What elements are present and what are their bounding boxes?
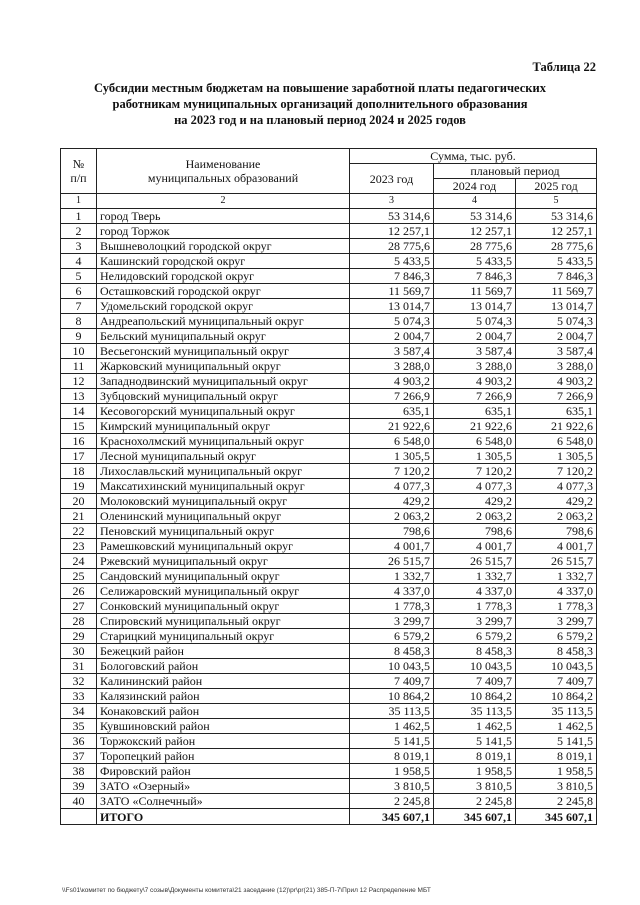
table-row	[61, 599, 597, 614]
amount-2025: 53 314,6	[516, 209, 597, 224]
table-row	[61, 284, 597, 299]
amount-2025: 3 299,7	[516, 614, 597, 629]
table-row	[61, 449, 597, 464]
amount-2024: 635,1	[434, 404, 516, 419]
amount-2025: 6 548,0	[516, 434, 597, 449]
amount-2023: 3 587,4	[350, 344, 434, 359]
amount-2024: 5 141,5	[434, 734, 516, 749]
table-row	[61, 554, 597, 569]
amount-2024: 3 288,0	[434, 359, 516, 374]
row-number: 23	[61, 539, 97, 554]
municipality-name: Андреапольский муниципальный округ	[97, 314, 350, 329]
municipality-name: Кимрский муниципальный округ	[97, 419, 350, 434]
amount-2025: 5 074,3	[516, 314, 597, 329]
amount-2023: 12 257,1	[350, 224, 434, 239]
row-number: 18	[61, 464, 97, 479]
amount-2025: 3 810,5	[516, 779, 597, 794]
row-number: 37	[61, 749, 97, 764]
amount-2023: 21 922,6	[350, 419, 434, 434]
amount-2025: 1 958,5	[516, 764, 597, 779]
municipality-name: Кесовогорский муниципальный округ	[97, 404, 350, 419]
amount-2025: 2 004,7	[516, 329, 597, 344]
row-number: 21	[61, 509, 97, 524]
amount-2024: 6 548,0	[434, 434, 516, 449]
municipality-name: Фировский район	[97, 764, 350, 779]
row-number: 34	[61, 704, 97, 719]
row-number: 33	[61, 689, 97, 704]
table-row	[61, 779, 597, 794]
municipality-name: Молоковский муниципальный округ	[97, 494, 350, 509]
table-row	[61, 734, 597, 749]
municipality-name: Бологовский район	[97, 659, 350, 674]
table-row	[61, 479, 597, 494]
amount-2024: 35 113,5	[434, 704, 516, 719]
row-number: 24	[61, 554, 97, 569]
table-row	[61, 419, 597, 434]
amount-2023: 4 903,2	[350, 374, 434, 389]
amount-2024: 2 245,8	[434, 794, 516, 809]
header-year-2023: 2023 год	[350, 164, 434, 194]
table-row	[61, 239, 597, 254]
amount-2023: 429,2	[350, 494, 434, 509]
table-row	[61, 494, 597, 509]
amount-2023: 1 778,3	[350, 599, 434, 614]
municipality-name: Конаковский район	[97, 704, 350, 719]
amount-2024: 3 810,5	[434, 779, 516, 794]
subsidies-table	[60, 148, 597, 825]
amount-2024: 26 515,7	[434, 554, 516, 569]
row-number: 2	[61, 224, 97, 239]
row-number: 11	[61, 359, 97, 374]
amount-2024: 8 458,3	[434, 644, 516, 659]
table-row	[61, 389, 597, 404]
amount-2023: 7 266,9	[350, 389, 434, 404]
amount-2025: 4 077,3	[516, 479, 597, 494]
municipality-name: Удомельский городской округ	[97, 299, 350, 314]
municipality-name: Калининский район	[97, 674, 350, 689]
table-row	[61, 299, 597, 314]
municipality-name: Лихославльский муниципальный округ	[97, 464, 350, 479]
amount-2023: 3 299,7	[350, 614, 434, 629]
amount-2023: 3 288,0	[350, 359, 434, 374]
column-number-label: 5	[516, 194, 597, 209]
amount-2023: 1 305,5	[350, 449, 434, 464]
amount-2024: 7 846,3	[434, 269, 516, 284]
amount-2023: 53 314,6	[350, 209, 434, 224]
table-row	[61, 209, 597, 224]
municipality-name: Весьегонский муниципальный округ	[97, 344, 350, 359]
amount-2025: 8 458,3	[516, 644, 597, 659]
amount-2025: 8 019,1	[516, 749, 597, 764]
amount-2025: 21 922,6	[516, 419, 597, 434]
amount-2024: 10 043,5	[434, 659, 516, 674]
table-row	[61, 674, 597, 689]
row-number: 36	[61, 734, 97, 749]
amount-2023: 28 775,6	[350, 239, 434, 254]
column-number-label: 1	[61, 194, 97, 209]
amount-2024: 3 299,7	[434, 614, 516, 629]
table-row	[61, 614, 597, 629]
amount-2023: 635,1	[350, 404, 434, 419]
amount-2025: 798,6	[516, 524, 597, 539]
municipality-name: Ржевский муниципальный округ	[97, 554, 350, 569]
amount-2024: 429,2	[434, 494, 516, 509]
municipality-name: Селижаровский муниципальный округ	[97, 584, 350, 599]
row-number: 30	[61, 644, 97, 659]
amount-2025: 7 409,7	[516, 674, 597, 689]
table-row	[61, 539, 597, 554]
municipality-name: Краснохолмский муниципальный округ	[97, 434, 350, 449]
amount-2024: 5 433,5	[434, 254, 516, 269]
amount-2024: 21 922,6	[434, 419, 516, 434]
municipality-name: Рамешковский муниципальный округ	[97, 539, 350, 554]
table-row	[61, 314, 597, 329]
amount-2023: 6 579,2	[350, 629, 434, 644]
row-number: 12	[61, 374, 97, 389]
municipality-name: Сонковский муниципальный округ	[97, 599, 350, 614]
amount-2024: 2 063,2	[434, 509, 516, 524]
row-number: 28	[61, 614, 97, 629]
municipality-name: Жарковский муниципальный округ	[97, 359, 350, 374]
header-municipality: Наименование муниципальных образований	[97, 149, 350, 194]
row-number: 16	[61, 434, 97, 449]
table-row	[61, 659, 597, 674]
amount-2025: 11 569,7	[516, 284, 597, 299]
total-2025: 345 607,1	[516, 809, 597, 825]
amount-2023: 1 332,7	[350, 569, 434, 584]
amount-2024: 8 019,1	[434, 749, 516, 764]
amount-2023: 1 958,5	[350, 764, 434, 779]
table-row	[61, 254, 597, 269]
total-label: ИТОГО	[97, 809, 350, 825]
amount-2025: 5 141,5	[516, 734, 597, 749]
total-number-cell	[61, 809, 97, 825]
amount-2024: 1 462,5	[434, 719, 516, 734]
municipality-name: Кувшиновский район	[97, 719, 350, 734]
row-number: 14	[61, 404, 97, 419]
total-2023: 345 607,1	[350, 809, 434, 825]
column-number-label: 2	[97, 194, 350, 209]
amount-2023: 5 141,5	[350, 734, 434, 749]
row-number: 26	[61, 584, 97, 599]
municipality-name: Спировский муниципальный округ	[97, 614, 350, 629]
table-row	[61, 794, 597, 809]
municipality-name: Бежецкий район	[97, 644, 350, 659]
municipality-name: Оленинский муниципальный округ	[97, 509, 350, 524]
amount-2025: 28 775,6	[516, 239, 597, 254]
municipality-name: Старицкий муниципальный округ	[97, 629, 350, 644]
amount-2024: 1 778,3	[434, 599, 516, 614]
row-number: 8	[61, 314, 97, 329]
amount-2025: 3 288,0	[516, 359, 597, 374]
amount-2024: 7 409,7	[434, 674, 516, 689]
municipality-name: ЗАТО «Солнечный»	[97, 794, 350, 809]
amount-2023: 10 864,2	[350, 689, 434, 704]
total-2024: 345 607,1	[434, 809, 516, 825]
municipality-name: Пеновский муниципальный округ	[97, 524, 350, 539]
table-row	[61, 689, 597, 704]
amount-2024: 6 579,2	[434, 629, 516, 644]
amount-2025: 10 864,2	[516, 689, 597, 704]
amount-2023: 11 569,7	[350, 284, 434, 299]
amount-2025: 429,2	[516, 494, 597, 509]
table-row	[61, 464, 597, 479]
amount-2024: 798,6	[434, 524, 516, 539]
municipality-name: ЗАТО «Озерный»	[97, 779, 350, 794]
amount-2025: 1 305,5	[516, 449, 597, 464]
amount-2023: 35 113,5	[350, 704, 434, 719]
municipality-name: Калязинский район	[97, 689, 350, 704]
row-number: 17	[61, 449, 97, 464]
table-row	[61, 434, 597, 449]
municipality-name: Сандовский муниципальный округ	[97, 569, 350, 584]
amount-2024: 11 569,7	[434, 284, 516, 299]
amount-2023: 2 063,2	[350, 509, 434, 524]
table-row	[61, 569, 597, 584]
municipality-name: Зубцовский муниципальный округ	[97, 389, 350, 404]
amount-2023: 26 515,7	[350, 554, 434, 569]
total-row	[61, 809, 597, 825]
header-year-2025: 2025 год	[516, 179, 597, 194]
amount-2023: 3 810,5	[350, 779, 434, 794]
amount-2025: 4 903,2	[516, 374, 597, 389]
table-row	[61, 764, 597, 779]
municipality-name: Торжокский район	[97, 734, 350, 749]
amount-2024: 4 337,0	[434, 584, 516, 599]
table-row	[61, 269, 597, 284]
amount-2024: 1 332,7	[434, 569, 516, 584]
municipality-name: Нелидовский городской округ	[97, 269, 350, 284]
amount-2023: 798,6	[350, 524, 434, 539]
amount-2023: 13 014,7	[350, 299, 434, 314]
row-number: 6	[61, 284, 97, 299]
amount-2024: 5 074,3	[434, 314, 516, 329]
amount-2024: 1 958,5	[434, 764, 516, 779]
table-row	[61, 329, 597, 344]
header-year-2024: 2024 год	[434, 179, 516, 194]
amount-2025: 12 257,1	[516, 224, 597, 239]
amount-2024: 4 077,3	[434, 479, 516, 494]
table-body	[61, 209, 597, 809]
amount-2025: 10 043,5	[516, 659, 597, 674]
amount-2023: 4 077,3	[350, 479, 434, 494]
amount-2025: 635,1	[516, 404, 597, 419]
row-number: 9	[61, 329, 97, 344]
amount-2025: 1 778,3	[516, 599, 597, 614]
amount-2023: 8 458,3	[350, 644, 434, 659]
row-number: 32	[61, 674, 97, 689]
municipality-name: Максатихинский муниципальный округ	[97, 479, 350, 494]
amount-2025: 5 433,5	[516, 254, 597, 269]
amount-2025: 4 001,7	[516, 539, 597, 554]
amount-2024: 53 314,6	[434, 209, 516, 224]
row-number: 7	[61, 299, 97, 314]
amount-2024: 1 305,5	[434, 449, 516, 464]
table-row	[61, 749, 597, 764]
amount-2025: 3 587,4	[516, 344, 597, 359]
row-number: 39	[61, 779, 97, 794]
header-number: № п/п	[61, 149, 97, 194]
amount-2025: 7 266,9	[516, 389, 597, 404]
amount-2024: 4 903,2	[434, 374, 516, 389]
amount-2025: 35 113,5	[516, 704, 597, 719]
amount-2023: 2 004,7	[350, 329, 434, 344]
row-number: 29	[61, 629, 97, 644]
amount-2024: 12 257,1	[434, 224, 516, 239]
amount-2023: 4 337,0	[350, 584, 434, 599]
table-row	[61, 644, 597, 659]
amount-2024: 3 587,4	[434, 344, 516, 359]
row-number: 3	[61, 239, 97, 254]
row-number: 5	[61, 269, 97, 284]
row-number: 19	[61, 479, 97, 494]
municipality-name: город Торжок	[97, 224, 350, 239]
table-row	[61, 524, 597, 539]
amount-2025: 2 245,8	[516, 794, 597, 809]
row-number: 22	[61, 524, 97, 539]
amount-2024: 13 014,7	[434, 299, 516, 314]
title-line: Субсидии местным бюджетам на повышение заработной платы педагогических	[94, 81, 546, 95]
amount-2023: 7 846,3	[350, 269, 434, 284]
table-row	[61, 584, 597, 599]
amount-2025: 7 846,3	[516, 269, 597, 284]
municipality-name: Лесной муниципальный округ	[97, 449, 350, 464]
row-number: 20	[61, 494, 97, 509]
column-number-label: 3	[350, 194, 434, 209]
amount-2024: 4 001,7	[434, 539, 516, 554]
amount-2025: 13 014,7	[516, 299, 597, 314]
amount-2024: 2 004,7	[434, 329, 516, 344]
row-number: 40	[61, 794, 97, 809]
amount-2025: 1 332,7	[516, 569, 597, 584]
table-row	[61, 719, 597, 734]
row-number: 1	[61, 209, 97, 224]
row-number: 27	[61, 599, 97, 614]
header-sum: Сумма, тыс. руб.	[350, 149, 597, 164]
row-number: 31	[61, 659, 97, 674]
amount-2023: 6 548,0	[350, 434, 434, 449]
table-number-label: Таблица 22	[532, 60, 596, 74]
municipality-name: Вышневолоцкий городской округ	[97, 239, 350, 254]
amount-2025: 26 515,7	[516, 554, 597, 569]
table-row	[61, 374, 597, 389]
amount-2023: 5 433,5	[350, 254, 434, 269]
municipality-name: Кашинский городской округ	[97, 254, 350, 269]
amount-2025: 7 120,2	[516, 464, 597, 479]
amount-2025: 6 579,2	[516, 629, 597, 644]
row-number: 35	[61, 719, 97, 734]
table-row	[61, 404, 597, 419]
table-row	[61, 359, 597, 374]
municipality-name: город Тверь	[97, 209, 350, 224]
amount-2023: 5 074,3	[350, 314, 434, 329]
row-number: 4	[61, 254, 97, 269]
municipality-name: Торопецкий район	[97, 749, 350, 764]
header-planned-period: плановый период	[434, 164, 597, 179]
amount-2025: 2 063,2	[516, 509, 597, 524]
amount-2025: 4 337,0	[516, 584, 597, 599]
amount-2023: 2 245,8	[350, 794, 434, 809]
title-line: на 2023 год и на плановый период 2024 и 2025 годов	[174, 113, 466, 127]
title-line: работникам муниципальных организаций дополнительного образования	[112, 97, 528, 111]
row-number: 15	[61, 419, 97, 434]
amount-2023: 7 409,7	[350, 674, 434, 689]
table-row	[61, 344, 597, 359]
amount-2024: 7 120,2	[434, 464, 516, 479]
amount-2023: 7 120,2	[350, 464, 434, 479]
municipality-name: Осташковский городской округ	[97, 284, 350, 299]
amount-2023: 4 001,7	[350, 539, 434, 554]
row-number: 10	[61, 344, 97, 359]
amount-2023: 1 462,5	[350, 719, 434, 734]
amount-2024: 10 864,2	[434, 689, 516, 704]
row-number: 25	[61, 569, 97, 584]
amount-2023: 10 043,5	[350, 659, 434, 674]
amount-2024: 7 266,9	[434, 389, 516, 404]
amount-2025: 1 462,5	[516, 719, 597, 734]
document-title	[60, 80, 580, 128]
row-number: 38	[61, 764, 97, 779]
municipality-name: Бельский муниципальный округ	[97, 329, 350, 344]
footer-file-path: \\Fs01\комитет по бюджету\7 созыв\Документы комитета\21 заседание (12)\pr\pr(21) 385-П-7\Прил 12 Распределение МБТ	[62, 887, 431, 894]
row-number: 13	[61, 389, 97, 404]
municipality-name: Западнодвинский муниципальный округ	[97, 374, 350, 389]
table-row	[61, 704, 597, 719]
table-row	[61, 509, 597, 524]
amount-2023: 8 019,1	[350, 749, 434, 764]
column-number-label: 4	[434, 194, 516, 209]
table-row	[61, 224, 597, 239]
amount-2024: 28 775,6	[434, 239, 516, 254]
table-row	[61, 629, 597, 644]
